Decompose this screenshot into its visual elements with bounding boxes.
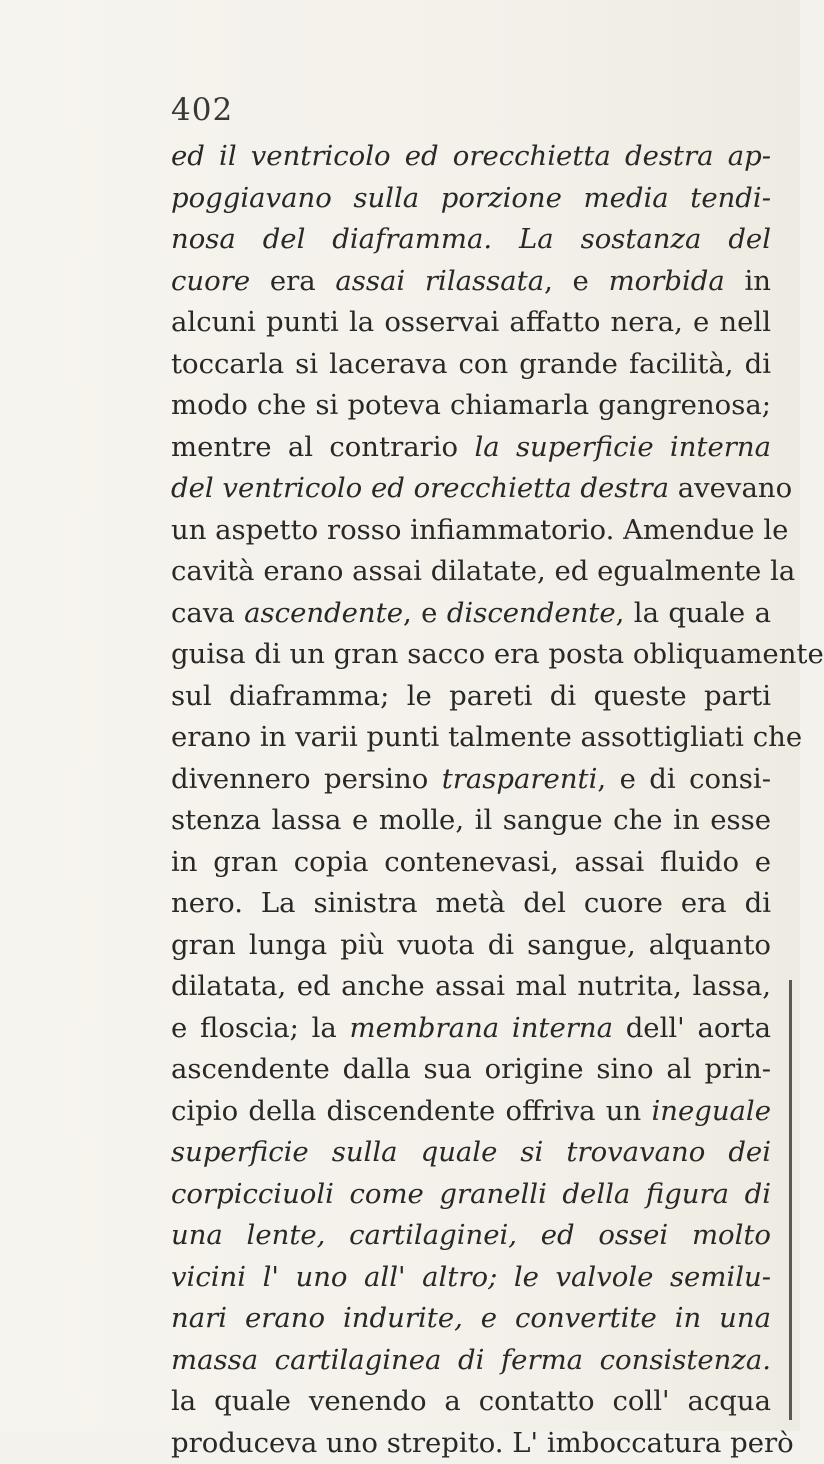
text-segment: stenza lassa e molle, il sangue che in esse [171,804,771,836]
text-segment: la quale venendo a contatto coll' acqua [171,1385,771,1417]
text-segment: mentre al contrario [171,431,474,463]
text-segment: avevano [669,472,792,504]
text-line [171,468,771,510]
italic-segment: poggiavano sulla porzione media tendi- [171,182,771,214]
text-line [171,593,771,635]
italic-segment: cuore [171,265,250,297]
text-segment: nero. La sinistra metà del cuore era di [171,887,771,919]
text-segment: alcuni punti la osservai affatto nera, e nell [171,306,771,338]
text-line [171,883,771,925]
text-line [171,842,771,884]
text-line [171,178,771,220]
text-line [171,1215,771,1257]
text-segment: , e [544,265,608,297]
text-segment: , e di consi- [597,763,771,795]
text-line [171,925,771,967]
text-segment: guisa di un gran sacco era posta obliquamente [171,638,824,670]
italic-segment: membrana interna [350,1012,613,1044]
text-line [171,136,771,178]
italic-segment: ineguale [651,1095,771,1127]
italic-segment: la superficie interna [474,431,771,463]
italic-segment: ed il ventricolo ed orecchietta destra ap- [171,140,771,172]
text-segment: dell' aorta [613,1012,771,1044]
text-line [171,1423,771,1464]
text-line [171,219,771,261]
text-line [171,634,771,676]
text-line [171,717,771,759]
text-line [171,510,771,552]
text-segment: gran lunga più vuota di sangue, alquanto [171,929,771,961]
italic-segment: trasparenti [442,763,598,795]
text-line [171,385,771,427]
italic-segment: nari erano indurite, e convertite in una [171,1302,771,1334]
text-segment: produceva uno strepito. L' imboccatura però [171,1427,794,1459]
text-line [171,1257,771,1299]
italic-segment: superficie sulla quale si trovavano dei [171,1136,771,1168]
text-line [171,344,771,386]
text-segment: era [250,265,335,297]
text-segment: cipio della discendente offriva un [171,1095,651,1127]
text-segment: ascendente dalla sua origine sino al prin- [171,1053,771,1085]
text-segment: cava [171,597,244,629]
text-segment: cavità erano assai dilatate, ed egualmente la [171,555,795,587]
text-line [171,551,771,593]
text-segment: toccarla si lacerava con grande facilità, di [171,348,771,380]
text-segment: sul diaframma; le pareti di queste parti [171,680,771,712]
italic-segment: nosa del diaframma. La sostanza del [171,223,771,255]
text-segment: , e [403,597,447,629]
text-segment: , la quale a [616,597,771,629]
italic-segment: corpicciuoli come granelli della figura di [171,1178,771,1210]
text-line [171,261,771,303]
text-line [171,1174,771,1216]
text-segment: erano in varii punti talmente assottigliati che [171,721,802,753]
text-line [171,302,771,344]
italic-segment: una lente, cartilaginei, ed ossei molto [171,1219,771,1251]
italic-segment: del ventricolo ed orecchietta destra [171,472,669,504]
text-line [171,676,771,718]
text-line [171,1340,771,1382]
page-edge-shadow [789,980,792,1420]
page-number: 402 [171,92,233,128]
italic-segment: morbida [609,265,725,297]
text-line [171,800,771,842]
text-segment: modo che si poteva chiamarla gangrenosa; [171,389,771,421]
text-line [171,759,771,801]
body-text [171,136,771,1464]
text-line [171,1049,771,1091]
text-line [171,1008,771,1050]
text-segment: dilatata, ed anche assai mal nutrita, lassa, [171,970,771,1002]
text-segment: un aspetto rosso infiammatorio. Amendue le [171,514,788,546]
text-line [171,427,771,469]
text-line [171,966,771,1008]
italic-segment: discendente [447,597,616,629]
text-line [171,1381,771,1423]
italic-segment: ascendente [244,597,403,629]
italic-segment: assai rilassata [335,265,544,297]
text-segment: divennero persino [171,763,442,795]
text-line [171,1298,771,1340]
text-segment: in [725,265,771,297]
text-segment: in gran copia contenevasi, assai fluido e [171,846,771,878]
italic-segment: vicini l' uno all' altro; le valvole semilu- [171,1261,771,1293]
text-segment: e floscia; la [171,1012,350,1044]
text-line [171,1091,771,1133]
text-line [171,1132,771,1174]
italic-segment: massa cartilaginea di ferma consistenza. [171,1344,771,1376]
